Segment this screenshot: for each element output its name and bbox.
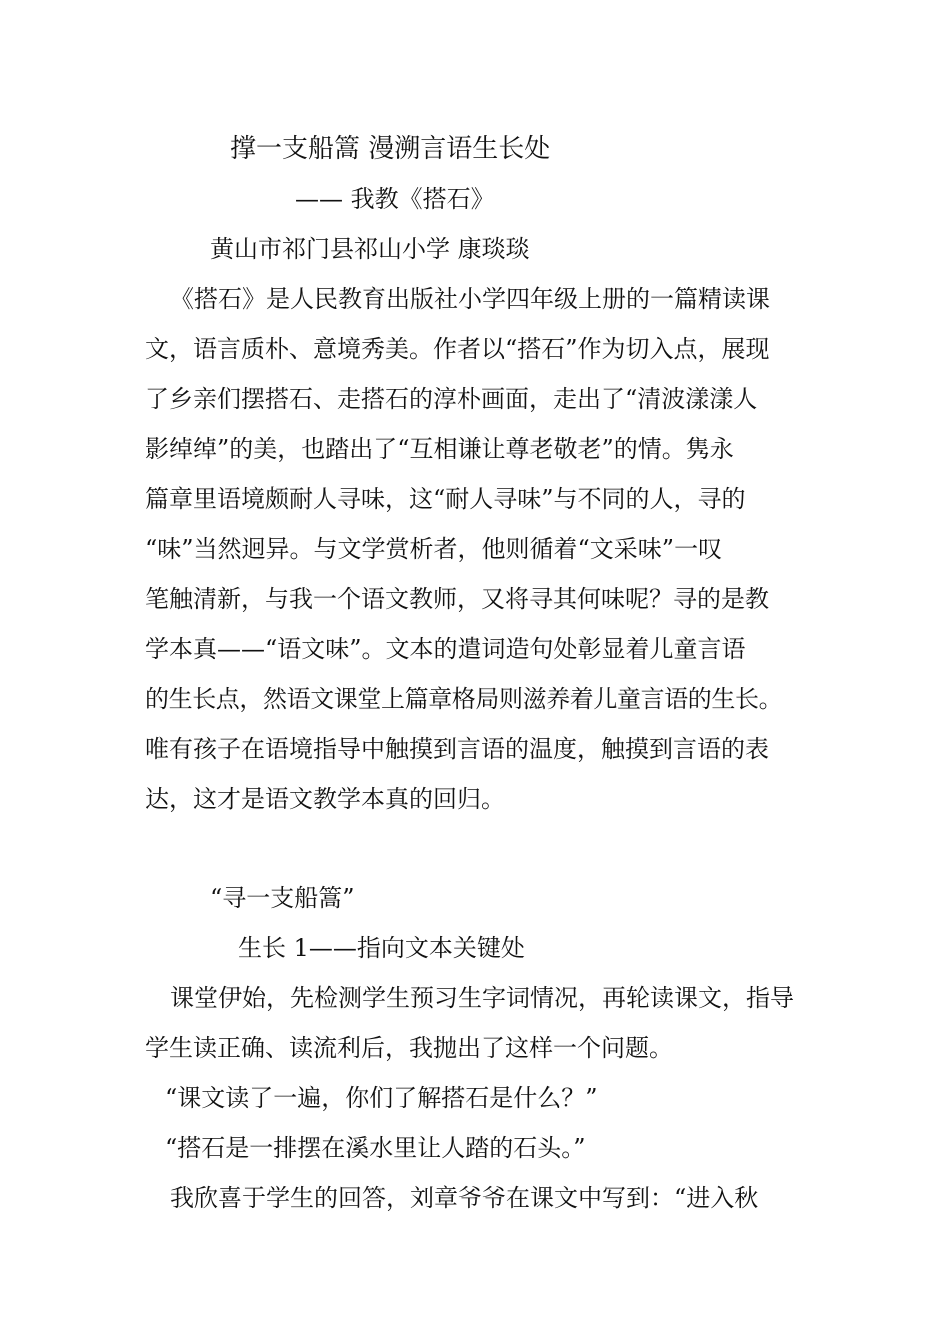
document-title: 撑一支船篙 漫溯言语生长处 <box>230 134 551 164</box>
body-line: 课堂伊始，先检测学生预习生字词情况，再轮读课文，指导 <box>170 984 794 1012</box>
intro-line: 学本真——“语文味”。文本的遣词造句处彰显着儿童言语 <box>145 635 746 663</box>
intro-line: 《搭石》是人民教育出版社小学四年级上册的一篇精读课 <box>170 285 770 313</box>
intro-line: 笔触清新，与我一个语文教师，又将寻其何味呢？寻的是教 <box>145 585 769 613</box>
body-line: 学生读正确、读流利后，我抛出了这样一个问题。 <box>145 1034 673 1062</box>
intro-line: 唯有孩子在语境指导中触摸到言语的温度，触摸到言语的表 <box>145 735 769 763</box>
intro-line: 的生长点，然语文课堂上篇章格局则滋养着儿童言语的生长。 <box>145 685 783 713</box>
subsection-heading: 生长 1——指向文本关键处 <box>238 934 525 962</box>
body-line: 我欣喜于学生的回答，刘章爷爷在课文中写到：“进入秋 <box>170 1184 759 1212</box>
intro-line: 文，语言质朴、意境秀美。作者以“搭石”作为切入点，展现 <box>145 335 770 363</box>
body-line: “搭石是一排摆在溪水里让人踏的石头。” <box>165 1134 586 1162</box>
document-subtitle: —— 我教《搭石》 <box>295 185 495 213</box>
body-line: “课文读了一遍，你们了解搭石是什么？” <box>165 1084 598 1112</box>
author-line: 黄山市祁门县祁山小学 康琰琰 <box>210 235 530 263</box>
intro-line: 了乡亲们摆搭石、走搭石的淳朴画面，走出了“清波漾漾人 <box>145 385 758 413</box>
intro-line: 篇章里语境颇耐人寻味，这“耐人寻味”与不同的人，寻的 <box>145 485 746 513</box>
intro-line: 影绰绰”的美，也踏出了“互相谦让尊老敬老”的情。隽永 <box>145 435 734 463</box>
intro-line: “味”当然迥异。与文学赏析者，他则循着“文采味”一叹 <box>145 535 723 563</box>
section-heading: “寻一支船篙” <box>210 884 355 912</box>
intro-line: 达，这才是语文教学本真的回归。 <box>145 785 505 813</box>
